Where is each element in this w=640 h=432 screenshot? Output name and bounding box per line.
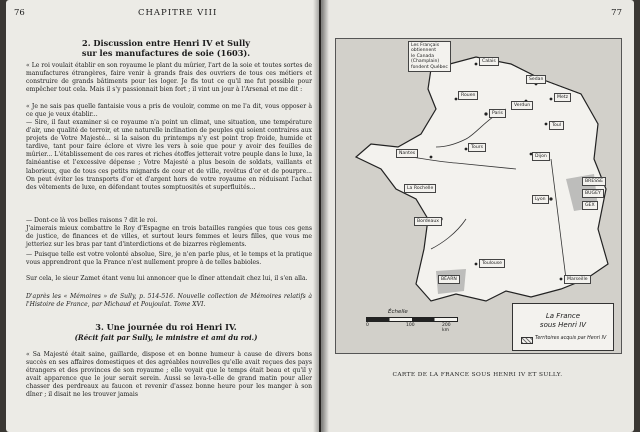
legend-title-line1: La France [545,312,581,320]
place-label-paris: Paris [489,109,506,118]
scale-title: Échelle [388,309,408,315]
place-label-toul: Toul [549,121,564,130]
place-label-la-rochelle: La Rochelle [404,184,436,193]
section-2-title [46,38,286,58]
place-label-rouen: Rouen [458,91,478,100]
legend-title-line2: sous Henri IV [539,321,587,329]
place-label-marseille: Marseille [564,275,591,284]
page-number-left: 76 [14,8,25,18]
right-page [321,0,634,432]
place-label-nantes: Nantes [396,149,418,158]
paragraph: « Je ne sais pas quelle fantaisie vous a pris de vouloir, comme on me l'a dit, vous opposer à ce que je veux établir... [26,103,312,119]
paragraph: J'aimerais mieux combattre le Roy d'Espagne en trois batailles rangées que tous ces gens de justice, de finances et de villes, et surtout leurs femmes et leurs filles, que vous me jetteriez sur les bras par tant d'interdictions et de bizarres règlements. [26,225,312,249]
map-of-france [335,38,622,354]
source-note: D'après les « Mémoires » de Sully, p. 514-516. Nouvelle collection de Mémoires relatifs à l'Histoire de France, par Michaud et Poujoulat. Tome XVI. [26,293,312,309]
paragraph: — Dont-ce là vos belles raisons ? dit le roi. [26,217,158,224]
place-label-verdun: Verdun [511,101,533,110]
place-label-bresse: BRESSE [582,177,606,186]
legend-hatch-swatch [521,337,533,344]
map-legend [512,303,614,351]
map-caption: CARTE DE LA FRANCE SOUS HENRI IV ET SULLY. [392,372,563,378]
place-label-dijon: Dijon [532,152,550,161]
place-label-toulouse: Toulouse [479,259,505,268]
place-label-metz: Metz [554,93,571,102]
place-label-bearn: BÉARN [438,275,460,284]
legend-item-label: Territoires acquis par Henri IV [535,336,607,341]
section-2-title-line2: sur les manufactures de soie (1603). [81,48,251,58]
north-note-box [408,41,451,72]
scale-tick: 200 km [442,323,451,333]
place-label-lyon: Lyon [532,195,549,204]
paragraph: — Puisque telle est votre volonté absolue, Sire, je n'en parle plus, et le temps et la pratique vous apprendront que la France n'est nullement propre à de telles babioles. [26,251,312,267]
place-label-sedan: Sedan [526,75,546,84]
scale-tick: 100 [406,323,415,328]
place-label-gex: GEX [582,201,598,210]
paragraph: « Sa Majesté était saine, gaillarde, dispose et en bonne humeur à cause de divers bons succès en ses affaires domestiques et des agréables nouvelles qu'elle avait reçues des pays étrangers et des provinces de son royaume ; elle voyait que le temps était beau et qu'il y avait apparence que le jour serait serein. Aussi se leva-t-elle de grand matin pour aller chasser des perdreaux au faucon et revenir d'assez bonne heure pour les manger à son dîner ; il disait ne les trouver jamais [26,351,312,399]
north-note-line: obtiennent [411,48,436,54]
north-note-line: fondent Québec [411,64,448,70]
left-page [6,0,319,432]
place-label-tours: Tours [468,143,486,152]
book-gutter [313,0,329,432]
north-note-line: (Champlain) [411,59,440,65]
scale-tick: 0 [366,323,369,328]
place-label-bordeaux: Bordeaux [414,217,442,226]
page-number-right: 77 [611,8,622,18]
place-label-calais: Calais [479,57,499,66]
north-note-line: le Canada [411,53,435,59]
running-head: CHAPITRE VIII [138,8,218,18]
paragraph: — Sire, il faut examiner si ce royaume n'a point un climat, une situation, une température d'air, une qualité de terroir, et une naturelle inclination de peuples qui soient contraires aux projets de Votre Majesté... si la saison du printemps n'y est point trop froide, humide et tardive, tant pour faire éclore et vivre les vers à soie que pour y avoir des feuilles de mûrier... L'établissement de ces rares et riches étoffes jetterait votre peuple dans le luxe, la fainéantise et l'excessive dépense ; Votre Majesté a plus besoin de soldats, vaillants et laborieux, que de tous ces petits mignards de cour et de ville, revêtus d'or et de pourpre... On peut éviter les transports d'or et d'argent hors de votre royaume en réduisant l'achat des vêtements de luxe, en défendant toutes somptuosités et superfluités... [26,119,312,191]
north-note-line: Les Français [411,43,440,48]
scale-bar [366,317,458,322]
place-label-bugey: BUGEY [582,189,604,198]
section-2-title-line1: 2. Discussion entre Henri IV et Sully [82,38,250,48]
section-3-subtitle: (Récit fait par Sully, le ministre et ami du roi.) [74,333,258,342]
paragraph: « Le roi voulait établir en son royaume le plant du mûrier, l'art de la soie et toutes sortes de manufactures étrangères, faire venir à grands frais des ouvriers de tous ces métiers et construire de grands bâtiments pour les loger. Je fis tout ce qu'il me fut possible pour empêcher tout cela. Mais il s'y passionnait bien fort ; il vint un jour à l'Arsenal et me dit : [26,62,312,94]
paragraph: Sur cela, le sieur Zamet étant venu lui annoncer que le dîner attendait chez lui, il s'en alla. [26,275,308,282]
section-3-title: 3. Une journée du roi Henri IV. [95,322,237,332]
